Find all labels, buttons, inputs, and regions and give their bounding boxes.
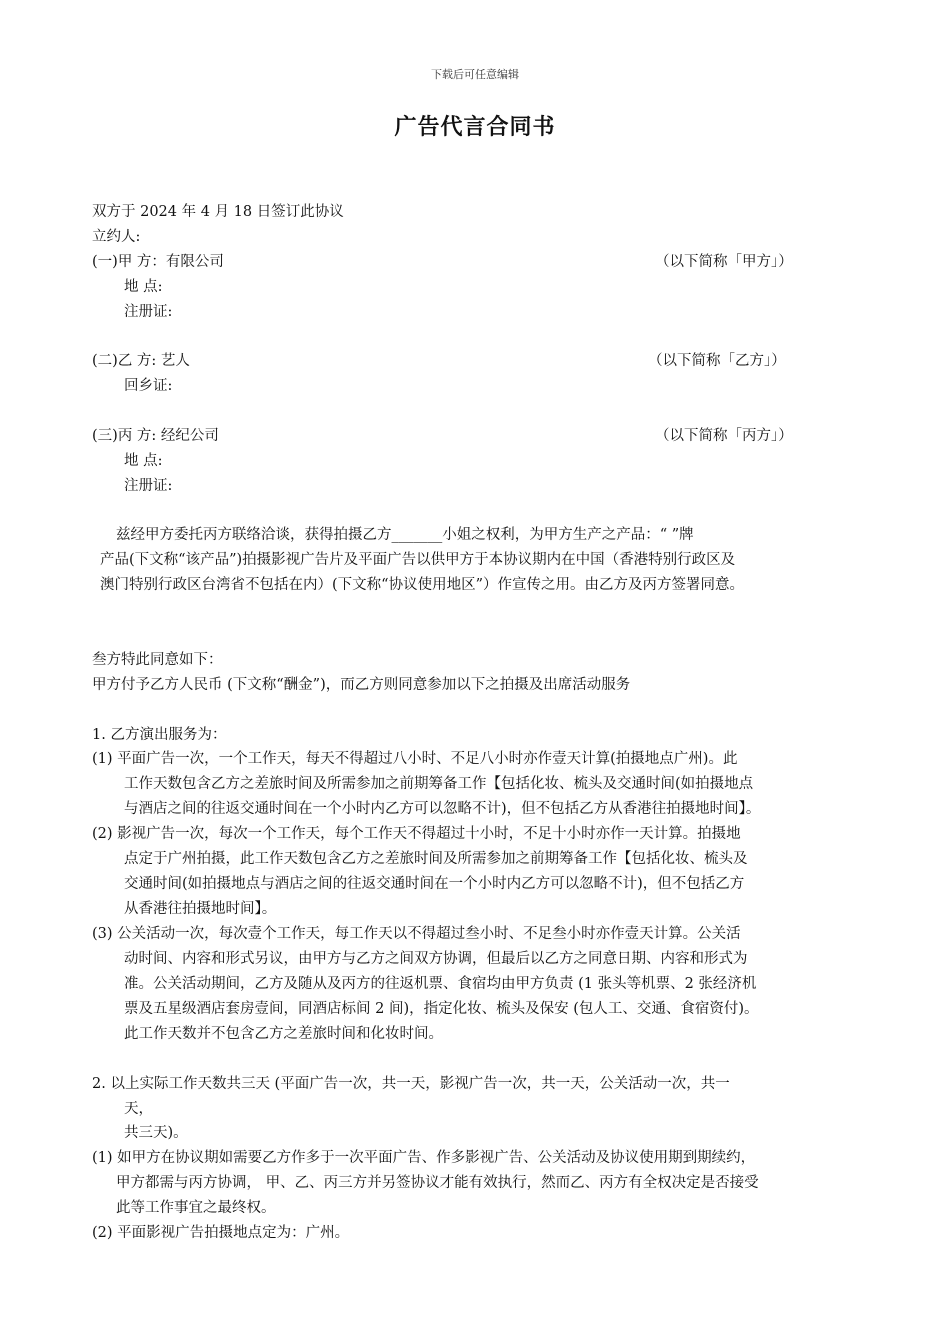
date-line: 双方于 2024 年 4 月 18 日签订此协议	[92, 204, 344, 220]
section2-line: 天，	[124, 1101, 153, 1117]
section1-line: 票及五星级酒店套房壹间，同酒店标间 2 间)，指定化妆、梳头及保安 (包人工、交通、食宿资付)。	[124, 1001, 759, 1017]
agreement-intro: 叁方特此同意如下：	[92, 652, 223, 668]
section2-line: 共三天)。	[124, 1125, 188, 1141]
document-title: 广告代言合同书	[394, 114, 556, 140]
section1-heading: 1. 乙方演出服务为：	[92, 727, 227, 743]
section1-line: (1) 平面广告一次，一个工作天，每天不得超过八小时、不足八小时亦作壹天计算(拍摄地点广州)。此	[92, 751, 738, 767]
party-b-abbr: （以下简称「乙方」）	[648, 353, 786, 369]
party-c-abbr: （以下简称「丙方」）	[655, 428, 793, 444]
section1-line: 点定于广州拍摄，此工作天数包含乙方之差旅时间及所需参加之前期筹备工作【包括化妆、梳头及	[124, 851, 748, 867]
section2-line: 此等工作事宜之最终权。	[116, 1200, 276, 1216]
section2-line: (1) 如甲方在协议期如需要乙方作多于一次平面广告、作多影视广告、公关活动及协议使用期到期续约，	[92, 1150, 756, 1166]
preamble-line: 产品(下文称“该产品”)拍摄影视广告片及平面广告以供甲方于本协议期内在中国（香港特别行政区及	[100, 552, 736, 568]
section1-line: (2) 影视广告一次，每次一个工作天，每个工作天不得超过十小时，不足十小时亦作一天计算。拍摄地	[92, 826, 741, 842]
section1-line: 此工作天数并不包含乙方之差旅时间和化妆时间。	[124, 1026, 443, 1042]
party-a-line: (一)甲 方：有限公司	[92, 254, 224, 270]
section1-line: (3) 公关活动一次，每次壹个工作天，每工作天以不得超过叁小时、不足叁小时亦作壹天计算。公关活	[92, 926, 741, 942]
party-a-abbr: （以下简称「甲方」）	[655, 254, 793, 270]
preamble-line: 澳门特别行政区台湾省不包括在内）(下文称“协议使用地区”）作宣传之用。由乙方及丙方签署同意。	[100, 577, 744, 593]
preamble-line: 兹经甲方委托丙方联络洽谈，获得拍摄乙方_______小姐之权利，为甲方生产之产品：“ ”牌	[116, 527, 694, 543]
party-c-line: (三)丙 方: 经纪公司	[92, 428, 219, 444]
section1-line: 从香港往拍摄地时间】。	[124, 901, 277, 917]
section1-line: 准。公关活动期间，乙方及随从及丙方的往返机票、食宿均由甲方负责 (1 张头等机票、2 张经济机	[124, 976, 757, 992]
payment-line: 甲方付予乙方人民币 (下文称“酬金”)，而乙方则同意参加以下之拍摄及出席活动服务	[92, 677, 631, 693]
section1-line: 工作天数包含乙方之差旅时间及所需参加之前期筹备工作【包括化妆、梳头及交通时间(如拍摄地点	[124, 776, 754, 792]
parties-label: 立约人:	[92, 229, 141, 245]
section2-line: (2) 平面影视广告拍摄地点定为：广州。	[92, 1225, 350, 1241]
section1-line: 交通时间(如拍摄地点与酒店之间的往返交通时间在一个小时内乙方可以忽略不计)，但不包括乙方	[124, 876, 745, 892]
party-c-location: 地 点:	[124, 453, 163, 469]
party-b-line: (二)乙 方: 艺人	[92, 353, 190, 369]
section2-line: 甲方都需与丙方协调， 甲、乙、丙三方并另签协议才能有效执行，然而乙、丙方有全权决定是否接受	[116, 1175, 759, 1191]
section2-line: 2. 以上实际工作天数共三天 (平面广告一次，共一天，影视广告一次，共一天，公关活动一次，共一	[92, 1076, 730, 1092]
section1-line: 与酒店之间的往返交通时间在一个小时内乙方可以忽略不计)，但不包括乙方从香港往拍摄地时间】。	[124, 801, 761, 817]
section1-line: 动时间、内容和形式另议，由甲方与乙方之间双方协调，但最后以乙方之同意日期、内容和形式为	[124, 951, 748, 967]
party-c-registration: 注册证:	[124, 478, 173, 494]
page-header: 下载后可任意编辑	[431, 68, 519, 81]
party-a-location: 地 点:	[124, 279, 163, 295]
party-a-registration: 注册证:	[124, 304, 173, 320]
party-b-permit: 回乡证:	[124, 378, 173, 394]
